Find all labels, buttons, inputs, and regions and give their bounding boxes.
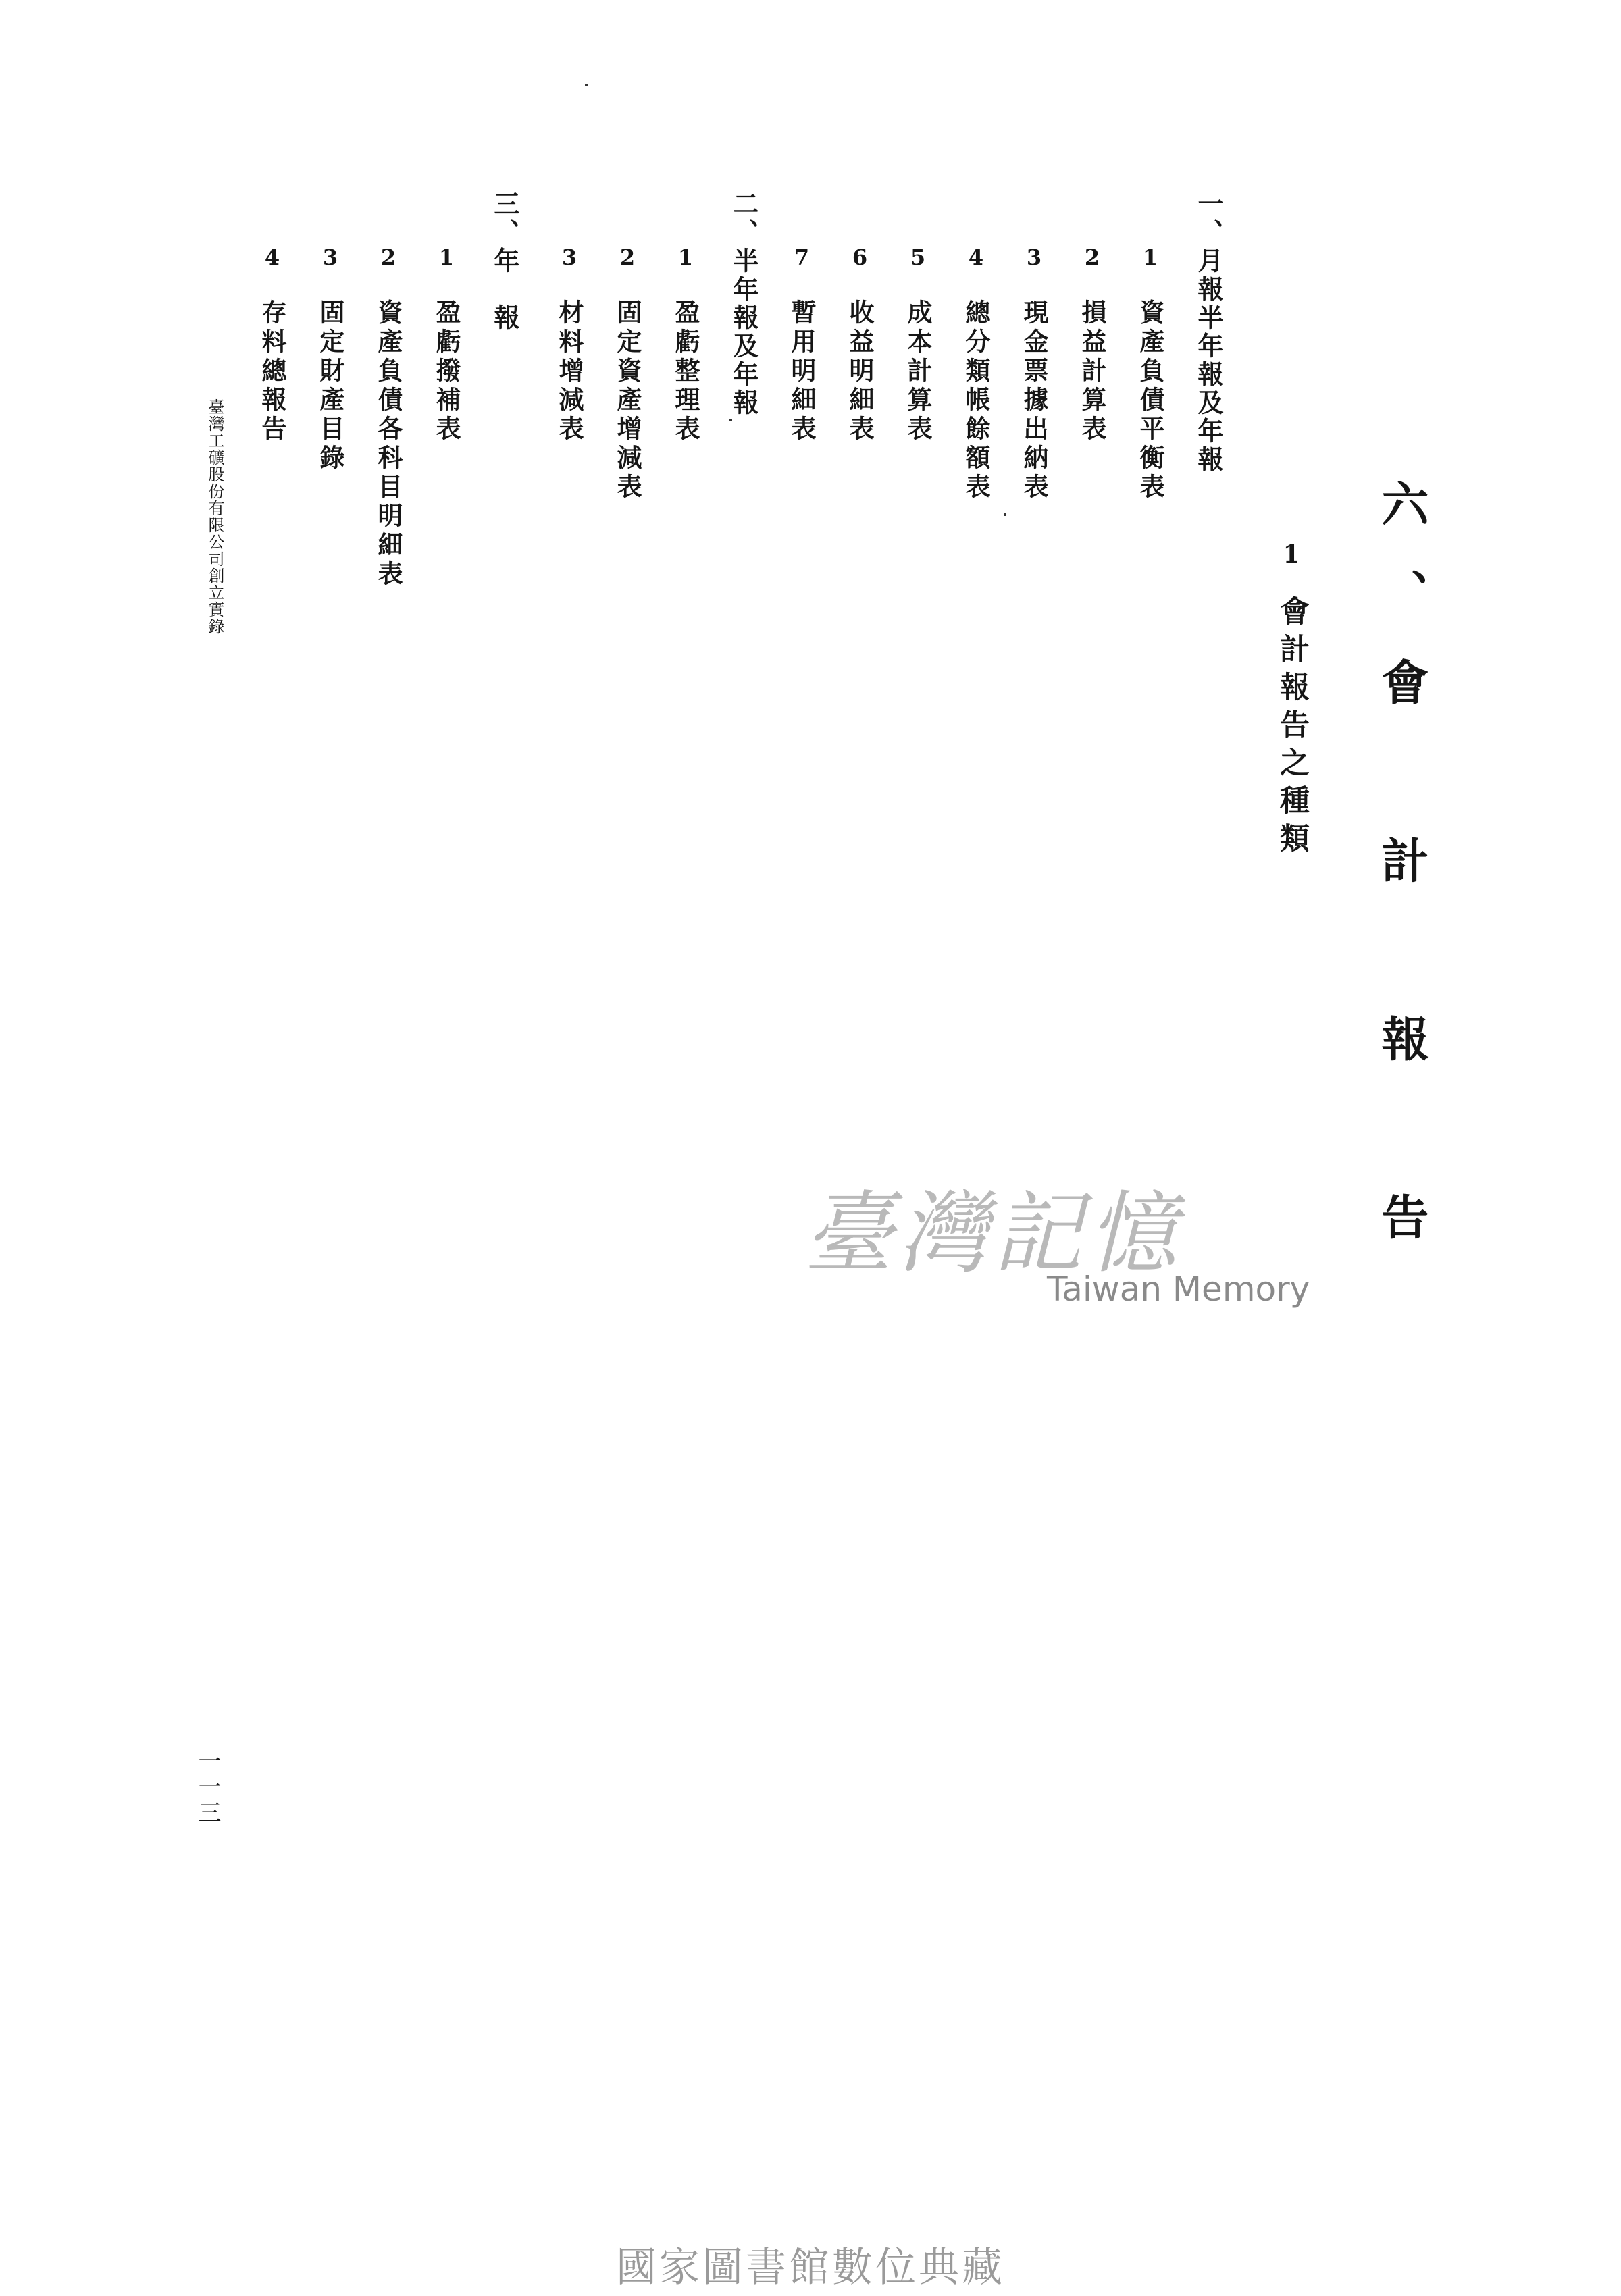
list-item: 6 收益明細表 <box>845 244 875 444</box>
scan-speck <box>585 84 588 86</box>
list-item: 7 暫用明細表 <box>787 244 817 444</box>
library-mark: 國家圖書館數位典藏 <box>616 2244 1005 2291</box>
list-item: 5 成本計算表 <box>903 244 933 444</box>
chapter-title: 六、會 計 報 告 <box>1374 479 1430 1282</box>
list-item: 2 損益計算表 <box>1077 244 1107 444</box>
list-item: 3 材料增減表 <box>555 244 584 444</box>
scan-speck <box>1004 513 1006 516</box>
list-item: 3 固定財產目錄 <box>315 244 345 473</box>
list-item: 3 現金票據出納表 <box>1019 244 1049 502</box>
list-item: 1 盈虧撥補表 <box>432 244 461 444</box>
list-item: 4 總分類帳餘額表 <box>961 244 991 502</box>
list-item: 1 盈虧整理表 <box>671 244 700 444</box>
scan-speck <box>729 419 732 421</box>
list-item: 1 資產負債平衡表 <box>1135 244 1165 502</box>
list-item: 2 固定資產增減表 <box>613 244 642 502</box>
watermark <box>804 1162 1317 1324</box>
book-title: 臺灣工礦股份有限公司創立實錄 <box>205 398 224 635</box>
section-heading <box>1275 540 1309 860</box>
list-item: 4 存料總報告 <box>257 244 287 444</box>
watermark-chinese: 臺灣記憶 <box>804 1182 1182 1286</box>
part-heading-monthly: 一、月報半年報及年報 <box>1193 190 1224 474</box>
page-number: 一一三 <box>194 1749 221 1826</box>
section-number: 1 <box>1277 540 1306 569</box>
watermark-english: Taiwan Memory <box>1047 1270 1310 1309</box>
part-heading-annual: 三、年 報 <box>490 190 520 332</box>
list-item: 2 資產負債各科目明細表 <box>374 244 403 590</box>
section-title: 會計報告之種類 <box>1275 596 1309 860</box>
part-heading-semiannual: 二、半年報及年報 <box>729 190 759 417</box>
